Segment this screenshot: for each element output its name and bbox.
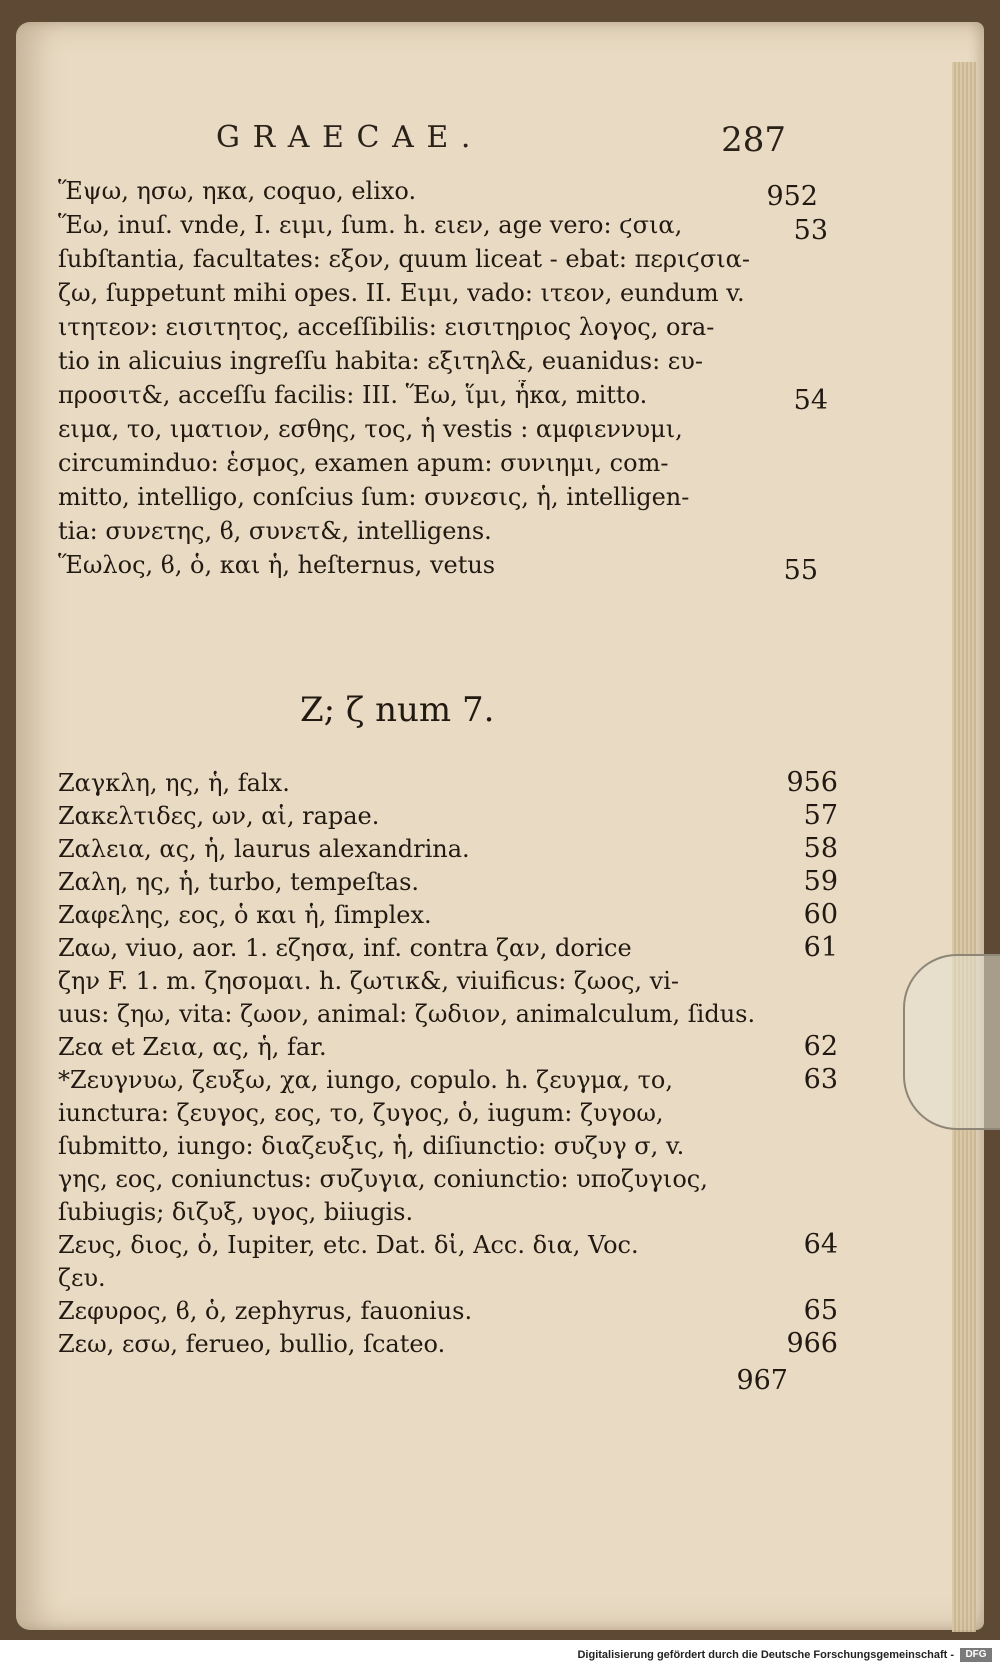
entry-line: ζευ. xyxy=(58,1264,106,1292)
entry-number: 956 xyxy=(786,767,838,798)
entry-line: iunctura: ζευγος, εος, το, ζυγος, ὁ, iugum: ζυγοω, xyxy=(58,1099,664,1127)
entry-number: 55 xyxy=(783,555,818,586)
entry-number: 952 xyxy=(766,181,818,212)
entry-number: 62 xyxy=(803,1031,838,1062)
entry-line: Ζαλεια, ας, ἡ, laurus alexandrina. xyxy=(58,835,470,863)
entry-line: γης, εος, coniunctus: συζυγια, coniunctio: υποζυγιος, xyxy=(58,1165,708,1193)
page-number: 287 xyxy=(721,120,786,160)
section-heading: Z; ζ num 7. xyxy=(300,690,495,730)
entry-number: 60 xyxy=(803,899,838,930)
entry-line: Ζεω, εσω, ferueo, bullio, ſcateo. xyxy=(58,1330,446,1358)
entry-line: ιτητεον: εισιτητος, acceſſibilis: εισιτηριος λογος, ora- xyxy=(58,313,715,341)
entry-line: ſubiugis; διζυξ, υγος, biiugis. xyxy=(58,1198,414,1226)
page-edge xyxy=(952,62,976,1632)
entry-line: Ζεφυρος, ϐ, ὁ, zephyrus, fauonius. xyxy=(58,1297,473,1325)
entry-line: mitto, intelligo, conſcius ſum: συνεσις, ἡ, intelligen- xyxy=(58,483,690,511)
running-header xyxy=(216,120,786,170)
paper-clip xyxy=(903,954,1000,1130)
entry-number: 57 xyxy=(803,800,838,831)
footer-credit: Digitalisierung gefördert durch die Deutsche Forschungsgemeinschaft - xyxy=(577,1649,954,1661)
trailing-number: 967 xyxy=(736,1365,788,1396)
entry-line: ſubmitto, iungo: διαζευξις, ἡ, diſiunctio: συζυγ σ, v. xyxy=(58,1132,685,1160)
entry-line: circuminduo: ἑσμος, examen apum: συνιημι, com- xyxy=(58,449,669,477)
entry-line: ζην F. 1. m. ζησομαι. h. ζωτικ&, viuificus: ζωος, vi- xyxy=(58,967,679,995)
entry-line: Ἕωλος, ϐ, ὁ, και ἡ, heſternus, vetus xyxy=(58,551,496,579)
entry-line: προσιτ&, acceſſu facilis: III. Ἕω, ἵμι, ἧκα, mitto. xyxy=(58,381,648,409)
entry-line: tia: συνετης, ϐ, συνετ&, intelligens. xyxy=(58,517,492,545)
entry-line: Ἕω, inuſ. vnde, I. ειμι, ſum. h. ειεν, age vero: ϛσια, xyxy=(58,211,683,239)
entry-number: 65 xyxy=(803,1295,838,1326)
entry-line: Ζαω, viuo, aor. 1. εζησα, inf. contra ζαν, dorice xyxy=(58,934,632,962)
entry-number: 53 xyxy=(793,215,828,246)
entry-line: ſubſtantia, facultates: εξον, quum liceat - ebat: περιϛσια- xyxy=(58,245,750,273)
entry-line: Ζαφελης, εος, ὁ και ἡ, ſimplex. xyxy=(58,901,432,929)
entry-line: tio in alicuius ingreſſu habita: εξιτηλ&, euanidus: ευ- xyxy=(58,347,703,375)
entry-number: 58 xyxy=(803,833,838,864)
entry-number: 61 xyxy=(803,932,838,963)
entry-number: 64 xyxy=(803,1229,838,1260)
entry-line: ζω, ſuppetunt mihi opes. II. Ειμι, vado: ιτεον, eundum v. xyxy=(58,279,745,307)
entry-line: Ζακελτιδες, ων, αἱ, rapae. xyxy=(58,802,380,830)
entry-line: Ζευς, διος, ὁ, Iupiter, etc. Dat. δἱ, Acc. δια, Voc. xyxy=(58,1231,639,1259)
footer-bar xyxy=(0,1640,1000,1672)
entry-line: Ζαλη, ης, ἡ, turbo, tempeſtas. xyxy=(58,868,420,896)
entry-line: Ζεα et Ζεια, ας, ἡ, far. xyxy=(58,1033,327,1061)
entry-number: 966 xyxy=(786,1328,838,1359)
header-title: GRAECAE. xyxy=(216,120,483,155)
entry-line: Ζαγκλη, ης, ἡ, falx. xyxy=(58,769,290,797)
entry-number: 54 xyxy=(793,385,828,416)
entry-line: *Ζευγνυω, ζευξω, χα, iungo, copulo. h. ζευγμα, το, xyxy=(58,1066,673,1094)
dfg-logo: DFG xyxy=(960,1648,992,1662)
entry-line: uus: ζηω, vita: ζωον, animal: ζωδιον, animalculum, ſidus. xyxy=(58,1000,756,1028)
entry-line: ειμα, το, ιματιον, εσθης, τος, ἡ vestis : αμφιεννυμι, xyxy=(58,415,683,443)
entry-number: 59 xyxy=(803,866,838,897)
entry-line: Ἕψω, ησω, ηκα, coquo, elixo. xyxy=(58,177,417,205)
entry-number: 63 xyxy=(803,1064,838,1095)
